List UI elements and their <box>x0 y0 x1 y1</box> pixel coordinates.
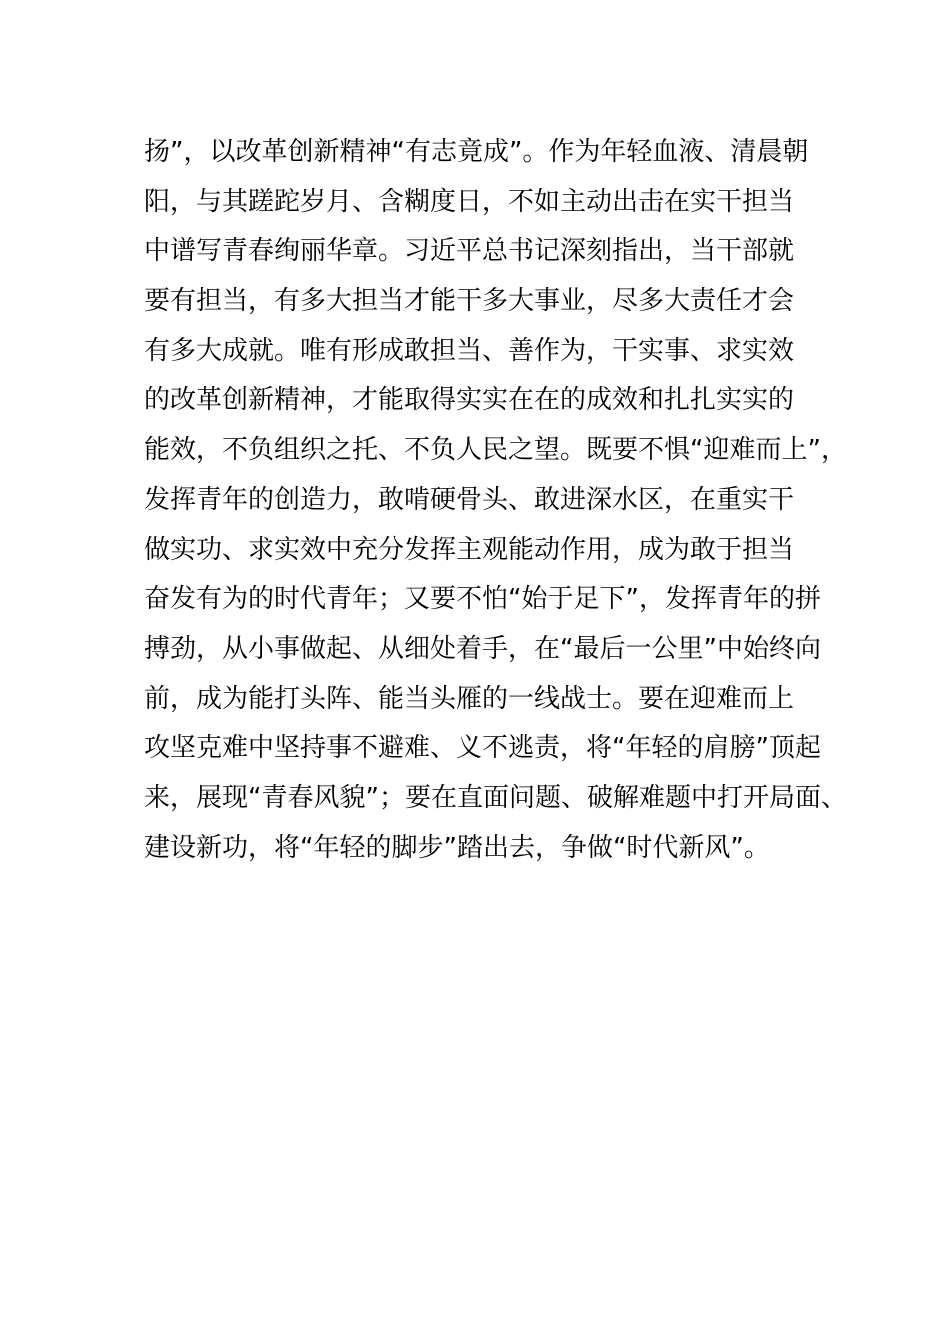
text-line: 阳，与其蹉跎岁月、含糊度日，不如主动出击在实干担当 <box>144 186 795 217</box>
text-line: 做实功、求实效中充分发挥主观能动作用，成为敢于担当 <box>144 534 795 565</box>
text-line: 奋发有为的时代青年；又要不怕“始于足下”，发挥青年的拼 <box>144 584 821 615</box>
text-line: 攻坚克难中坚持事不避难、义不逃责，将“年轻的肩膀”顶起 <box>144 733 821 764</box>
text-line: 建设新功，将“年轻的脚步”踏出去，争做“时代新风”。 <box>144 832 770 863</box>
text-line: 发挥青年的创造力，敢啃硬骨头、敢进深水区，在重实干 <box>144 484 795 515</box>
text-line: 前，成为能打头阵、能当头雁的一线战士。要在迎难而上 <box>144 683 795 714</box>
text-line: 中谱写青春绚丽华章。习近平总书记深刻指出，当干部就 <box>144 236 795 267</box>
text-line: 的改革创新精神，才能取得实实在在的成效和扎扎实实的 <box>144 385 795 416</box>
text-line: 扬”，以改革创新精神“有志竟成”。作为年轻血液、清晨朝 <box>144 137 809 167</box>
text-line: 有多大成就。唯有形成敢担当、善作为，干实事、求实效 <box>144 335 795 366</box>
body-paragraph <box>144 128 847 873</box>
text-line: 能效，不负组织之托、不负人民之望。既要不惧“迎难而上”， <box>144 435 847 466</box>
text-line: 搏劲，从小事做起、从细处着手，在“最后一公里”中始终向 <box>144 633 821 664</box>
text-line: 来，展现“青春风貌”；要在直面问题、破解难题中打开局面、 <box>144 782 847 813</box>
text-line: 要有担当，有多大担当才能干多大事业，尽多大责任才会 <box>144 286 795 317</box>
